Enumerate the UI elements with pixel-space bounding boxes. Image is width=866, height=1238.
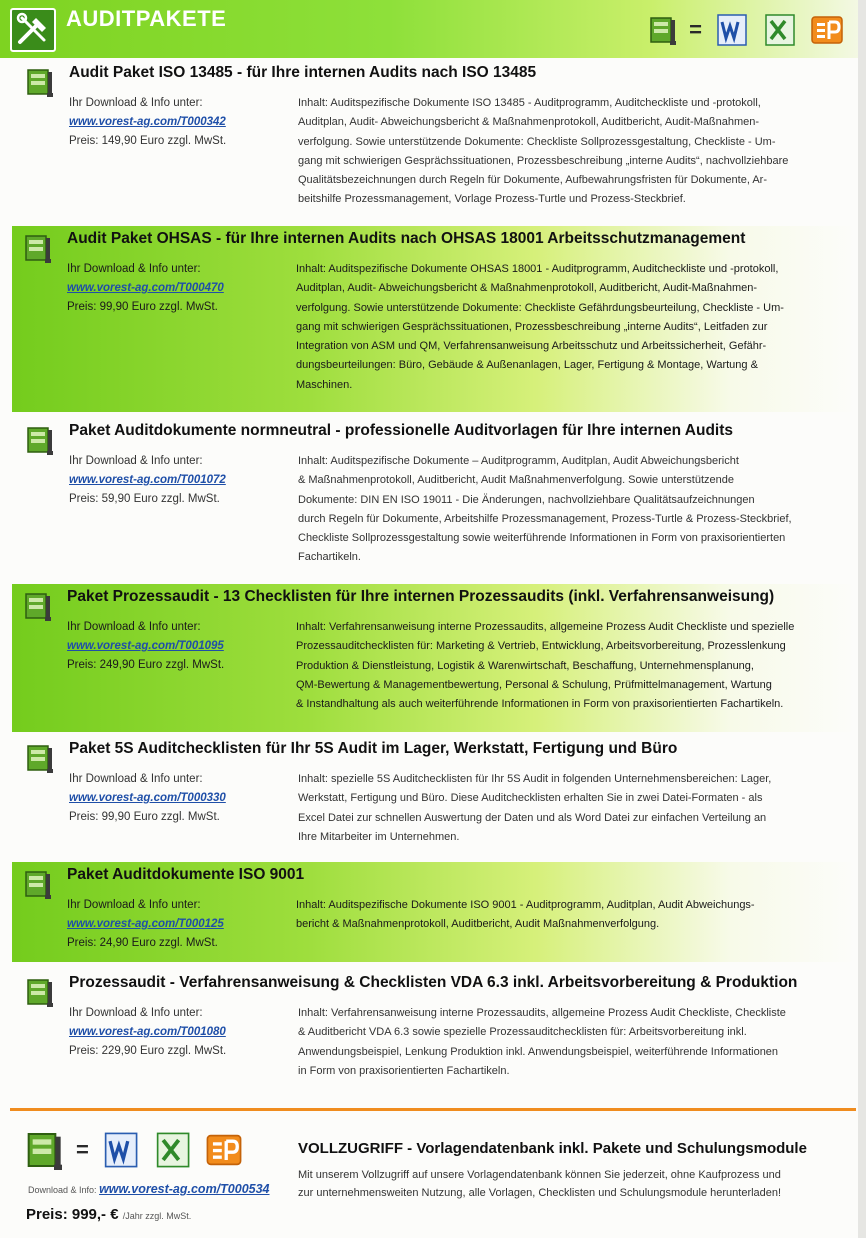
download-label: Ihr Download & Info unter: xyxy=(67,899,201,911)
content-line: durch Regeln für Dokumente, Arbeitshilfe Prozessmanagement, Prozess-Turtle & Prozess-Steckbrief, xyxy=(298,512,792,525)
zip-archive-icon xyxy=(24,232,54,269)
package-content xyxy=(298,770,835,847)
content-line: Auditplan, Audit- Abweichungsbericht & Maßnahmenprotokoll, Auditbericht, Audit-Maßnahmen- xyxy=(298,116,760,129)
package-content xyxy=(298,94,835,210)
package-title: Paket Auditdokumente normneutral - professionelle Auditvorlagen für Ihre internen Audits xyxy=(69,422,733,439)
package-link[interactable]: www.vorest-ag.com/T000125 xyxy=(67,918,224,930)
content-line: & Auditbericht VDA 6.3 sowie spezielle Prozessauditchecklisten für: Arbeitsvorbereitung inkl. xyxy=(298,1026,747,1039)
package-info xyxy=(69,452,289,509)
content-line: Checkliste Sollprozessgestaltung sowie weiterführende Informationen in Form von praxisorientierten xyxy=(298,532,786,545)
presentation-icon xyxy=(203,1130,245,1170)
content-line: Inhalt: Auditspezifische Dokumente ISO 13485 - Auditprogramm, Auditcheckliste und -protokoll, xyxy=(298,97,761,109)
package-title: Paket Auditdokumente ISO 9001 xyxy=(67,866,305,883)
footer-divider xyxy=(10,1108,856,1111)
package-title: Audit Paket ISO 13485 - für Ihre internen Audits nach ISO 13485 xyxy=(69,64,537,81)
package-item xyxy=(12,226,856,412)
package-info xyxy=(69,770,289,827)
content-line: Inhalt: Auditspezifische Dokumente OHSAS 18001 - Auditprogramm, Auditcheckliste und -protokoll, xyxy=(296,263,779,275)
content-line: Inhalt: Verfahrensanweisung interne Prozessaudits, allgemeine Prozess Audit Checkliste, Checkliste xyxy=(298,1007,786,1019)
package-link[interactable]: www.vorest-ag.com/T001080 xyxy=(69,1026,226,1038)
package-link[interactable]: www.vorest-ag.com/T000470 xyxy=(67,282,224,294)
footer-download-label: Download & Info: xyxy=(28,1185,97,1195)
footer-price-suffix: /Jahr zzgl. MwSt. xyxy=(122,1211,192,1221)
package-content xyxy=(296,260,833,395)
content-line: verfolgung. Sowie unterstützende Dokumente: Checkliste Gefährdungsbeurteilung, Checkliste - Um- xyxy=(296,301,784,314)
package-content xyxy=(296,618,833,714)
equals-sign: = xyxy=(689,17,702,42)
zip-archive-icon xyxy=(26,424,56,461)
download-label: Ihr Download & Info unter: xyxy=(69,1007,203,1019)
content-line: Produktion & Dienstleistung, Logistik & Warenwirtschaft, Beschaffung, Unternehmensplanung, xyxy=(296,659,754,672)
zip-archive-icon xyxy=(24,590,54,627)
content-line: verfolgung. Sowie unterstützende Dokumente: Checkliste Sollprozessgestaltung, Checkliste - Um- xyxy=(298,135,776,148)
footer-title: VOLLZUGRIFF - Vorlagendatenbank inkl. Pakete und Schulungsmodule xyxy=(298,1140,807,1157)
footer-link[interactable]: www.vorest-ag.com/T000534 xyxy=(99,1182,270,1196)
content-line: gang mit schwierigen Gesprächssituationen, Prozessbeschreibung „interne Audits“, Leitfaden zur xyxy=(296,320,768,333)
content-line: Prozessauditchecklisten für: Marketing & Vertrieb, Entwicklung, Arbeitsvorbereitung, Prozesslenkung xyxy=(296,640,786,653)
zip-archive-icon xyxy=(24,868,54,905)
header-icons xyxy=(649,8,846,52)
content-line: Excel Datei zur schnellen Auswertung der Daten und als Word Datei zur einfachen Verteilung an xyxy=(298,811,767,824)
content-line: Inhalt: Auditspezifische Dokumente – Auditprogramm, Auditplan, Audit Abweichungsbericht xyxy=(298,455,739,467)
content-line: Auditplan, Audit- Abweichungsbericht & Maßnahmenprotokoll, Auditbericht, Audit-Maßnahmen- xyxy=(296,282,758,295)
package-title: Prozessaudit - Verfahrensanweisung & Checklisten VDA 6.3 inkl. Arbeitsvorbereitung & Produktion xyxy=(69,974,798,991)
footer-text xyxy=(298,1166,836,1202)
zip-archive-icon xyxy=(26,1128,66,1172)
package-item xyxy=(14,418,858,584)
package-item xyxy=(14,60,858,226)
content-line: & Maßnahmenprotokoll, Auditbericht, Audit Maßnahmenverfolgung. Sowie unterstützende xyxy=(298,474,734,487)
package-item xyxy=(12,862,856,962)
footer-price-value: Preis: 999,- € xyxy=(26,1206,119,1223)
package-content xyxy=(298,452,835,568)
content-line: QM-Bewertung & Managementbewertung, Personal & Schulung, Prüfmittelmanagement, Wartung xyxy=(296,678,772,691)
package-item xyxy=(12,584,856,732)
content-line: bericht & Maßnahmenprotokoll, Auditbericht, Audit Maßnahmenverfolgung. xyxy=(296,918,660,931)
footer-price xyxy=(26,1206,191,1223)
content-line: Inhalt: Auditspezifische Dokumente ISO 9001 - Auditprogramm, Auditplan, Audit Abweichungs- xyxy=(296,899,755,911)
content-line: Maschinen. xyxy=(296,378,353,391)
package-price: Preis: 59,90 Euro zzgl. MwSt. xyxy=(69,493,220,505)
package-price: Preis: 99,90 Euro zzgl. MwSt. xyxy=(69,811,220,823)
header-banner xyxy=(0,0,866,58)
footer-text-line: zur unternehmensweiten Nutzung, alle Vorlagen, Checklisten und Schulungsmodule herunterladen! xyxy=(298,1187,782,1199)
excel-spreadsheet-icon xyxy=(151,1130,193,1170)
footer-text-line: Mit unserem Vollzugriff auf unsere Vorlagendatenbank können Sie jederzeit, ohne Kaufprozess und xyxy=(298,1169,781,1181)
content-line: in Form von praxisorientierten Fachartikeln. xyxy=(298,1064,510,1077)
download-label: Ihr Download & Info unter: xyxy=(69,455,203,467)
package-content xyxy=(296,896,833,935)
package-link[interactable]: www.vorest-ag.com/T001072 xyxy=(69,474,226,486)
package-info xyxy=(69,1004,289,1061)
content-line: beitshilfe Prozessmanagement, Vorlage Prozess-Turtle und Prozess-Steckbrief. xyxy=(298,193,686,206)
content-line: gang mit schwierigen Gesprächssituationen, Prozessbeschreibung „interne Audits“, nachvollziehbare xyxy=(298,154,789,167)
content-line: & Instandhaltung als auch weiterführende Informationen in Form von praxisorientierten Fachartikeln. xyxy=(296,698,784,711)
content-line: Ihre Mitarbeiter im Unternehmen. xyxy=(298,830,460,843)
content-line: dungsbeurteilungen: Büro, Gebäude & Außenanlagen, Lager, Fertigung & Montage, Wartung & xyxy=(296,359,758,372)
package-info xyxy=(67,260,287,317)
content-line: Qualitätsbezeichnungen durch Regeln für Dokumente, Aufbewahrungsfristen für Dokumente, Ar- xyxy=(298,174,767,187)
package-link[interactable]: www.vorest-ag.com/T000342 xyxy=(69,116,226,128)
content-line: Dokumente: DIN EN ISO 19011 - Die Änderungen, nachvollziehbare Qualitätsaufzeichnungen xyxy=(298,493,755,506)
download-label: Ihr Download & Info unter: xyxy=(67,263,201,275)
package-price: Preis: 249,90 Euro zzgl. MwSt. xyxy=(67,659,225,671)
content-line: Fachartikeln. xyxy=(298,551,361,564)
package-price: Preis: 24,90 Euro zzgl. MwSt. xyxy=(67,937,218,949)
download-label: Ihr Download & Info unter: xyxy=(67,621,201,633)
word-document-icon xyxy=(712,12,750,48)
footer-download xyxy=(28,1182,270,1196)
page-edge xyxy=(858,0,866,1238)
footer-icons xyxy=(26,1128,245,1172)
package-price: Preis: 149,90 Euro zzgl. MwSt. xyxy=(69,135,227,147)
package-content xyxy=(298,1004,835,1081)
download-label: Ihr Download & Info unter: xyxy=(69,773,203,785)
download-label: Ihr Download & Info unter: xyxy=(69,97,203,109)
tools-icon xyxy=(10,8,56,52)
zip-archive-icon xyxy=(649,14,679,46)
excel-spreadsheet-icon xyxy=(760,12,798,48)
package-item xyxy=(14,970,858,1096)
presentation-icon xyxy=(808,12,846,48)
content-line: Inhalt: Verfahrensanweisung interne Prozessaudits, allgemeine Prozess Audit Checkliste und spezielle xyxy=(296,621,795,633)
package-info xyxy=(67,896,287,953)
equals-sign: = xyxy=(76,1137,89,1162)
content-line: Anwendungsbeispiel, Lenkung Produktion inkl. Anwendungsbeispiel, weiterführende Informationen xyxy=(298,1045,779,1058)
content-line: Integration von ASM und QM, Verfahrensanweisung Arbeitsschutz und Arbeitssicherheit, Gefähr- xyxy=(296,340,767,353)
header-title: AUDITPAKETE xyxy=(66,6,227,31)
content-line: Inhalt: spezielle 5S Auditchecklisten für Ihr 5S Audit in folgenden Unternehmensbereichen: Lager, xyxy=(298,773,772,785)
package-title: Paket Prozessaudit - 13 Checklisten für Ihre internen Prozessaudits (inkl. Verfahrensanweisung) xyxy=(67,588,775,605)
package-item xyxy=(14,736,858,860)
package-link[interactable]: www.vorest-ag.com/T001095 xyxy=(67,640,224,652)
package-info xyxy=(69,94,289,151)
content-line: Werkstatt, Fertigung und Büro. Diese Auditchecklisten erhalten Sie in zwei Datei-Formaten - als xyxy=(298,792,763,805)
word-document-icon xyxy=(99,1130,141,1170)
package-link[interactable]: www.vorest-ag.com/T000330 xyxy=(69,792,226,804)
zip-archive-icon xyxy=(26,976,56,1013)
zip-archive-icon xyxy=(26,66,56,103)
package-info xyxy=(67,618,287,675)
package-title: Audit Paket OHSAS - für Ihre internen Audits nach OHSAS 18001 Arbeitsschutzmanagement xyxy=(67,230,746,247)
package-title: Paket 5S Auditchecklisten für Ihr 5S Audit im Lager, Werkstatt, Fertigung und Büro xyxy=(69,740,678,757)
package-price: Preis: 229,90 Euro zzgl. MwSt. xyxy=(69,1045,227,1057)
package-price: Preis: 99,90 Euro zzgl. MwSt. xyxy=(67,301,218,313)
zip-archive-icon xyxy=(26,742,56,779)
